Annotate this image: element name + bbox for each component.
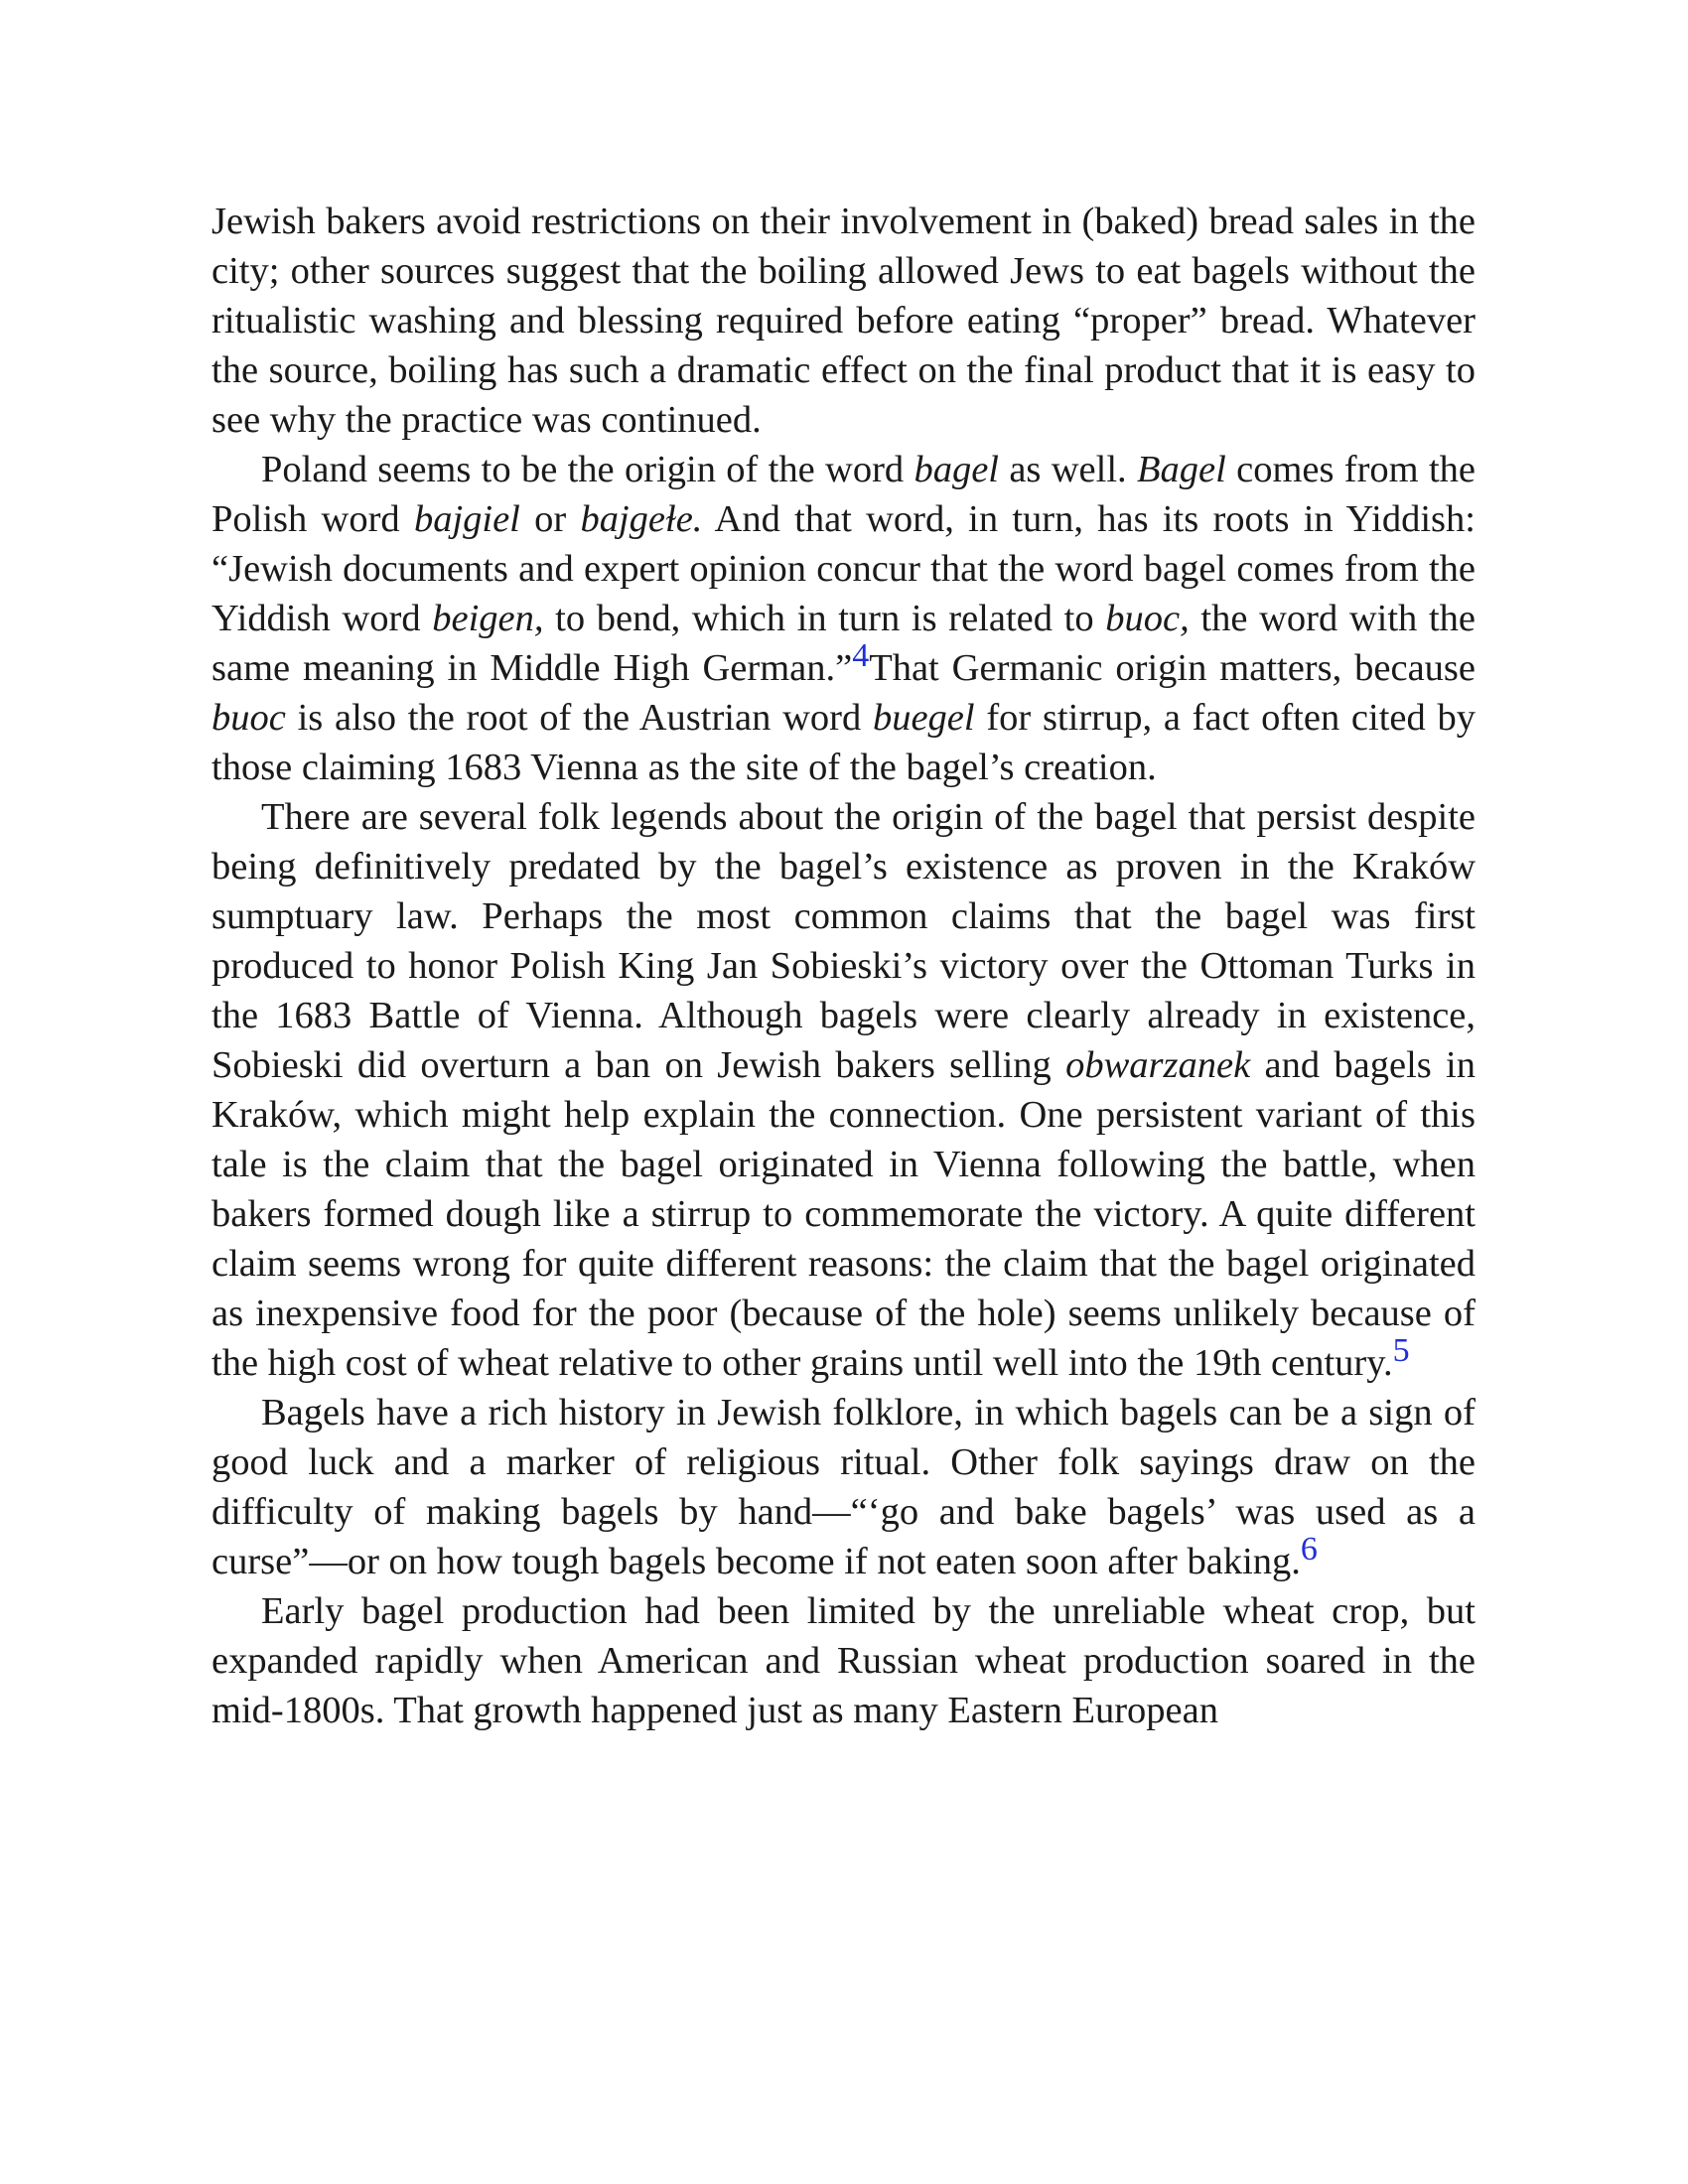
text-run: the word with the same meaning in Middle High German.” [211,598,1476,689]
page-body [211,197,1476,1735]
italic-term: obwarzanek [1065,1044,1251,1086]
italic-term: buegel [872,697,975,739]
footnote-link-4[interactable]: 4 [852,637,870,674]
text-run: or [519,498,581,540]
italic-term: beigen, [432,598,544,639]
italic-term: buoc [211,697,286,739]
paragraph-5 [211,1586,1476,1735]
paragraph-1 [211,197,1476,445]
italic-term: buoc, [1105,598,1190,639]
footnote-link-6[interactable]: 6 [1300,1531,1318,1568]
text-run: is also the root of the Austrian word [285,697,873,739]
text-run: as well. [999,449,1137,490]
paragraph-3 [211,792,1476,1388]
text-run: and bagels in Kraków, which might help explain the connection. One persistent variant of this tale is the claim that the bagel originated in Vienna following the battle, when bakers formed dough like a stirrup to commemorate the victory. A quite different claim seems wrong for quite different reasons: the claim that the bagel originated as inexpensive food for the poor (because of the hole) seems unlikely because of the high cost of wheat relative to other grains until well into the 19th century. [211,1044,1477,1384]
italic-term: bajgiel [413,498,520,540]
text-run: Jewish bakers avoid restrictions on their involvement in (baked) bread sales in the city; other sources suggest that the boiling allowed Jews to eat bagels without the ritualistic washing and blessing required before eating “proper” bread. Whatever the source, boiling has such a dramatic effect on the final product that it is easy to see why the practice was continued. [211,201,1476,441]
italic-term: bajgeɫe. [580,498,703,540]
italic-term: Bagel [1136,449,1226,490]
text-run: And that word, in turn, has its roots in Yiddish: “Jewish documents and expert opinion concur that the word bagel comes from the Yiddish word [211,498,1476,639]
text-run: Early bagel production had been limited by the unreliable wheat crop, but expanded rapidly when American and Russian wheat production soared in the mid-1800s. That growth happened just as many Eastern European [211,1590,1476,1731]
paragraph-2 [211,445,1476,792]
text-run: Poland seems to be the origin of the word [261,449,914,490]
text-run: That Germanic origin matters, because [869,647,1477,689]
text-run: Bagels have a rich history in Jewish folklore, in which bagels can be a sign of good luck and a marker of religious ritual. Other folk sayings draw on the difficulty of making bagels by hand—“‘go and bake bagels’ was used as a curse”—or on how tough bagels become if not eaten soon after baking. [211,1392,1476,1582]
text-run: to bend, which in turn is related to [543,598,1106,639]
paragraph-4 [211,1388,1476,1586]
text-run: There are several folk legends about the origin of the bagel that persist despite being definitively predated by the bagel’s existence as proven in the Kraków sumptuary law. Perhaps the most common claims that the bagel was first produced to honor Polish King Jan Sobieski’s victory over the Ottoman Turks in the 1683 Battle of Vienna. Although bagels were clearly already in existence, Sobieski did overturn a ban on Jewish bakers selling [211,796,1476,1086]
italic-term: bagel [914,449,1000,490]
footnote-link-5[interactable]: 5 [1392,1332,1410,1369]
text-run: comes from the Polish word [211,449,1476,540]
text-run: for stirrup, a fact often cited by those claiming 1683 Vienna as the site of the bagel’s creation. [211,697,1476,788]
